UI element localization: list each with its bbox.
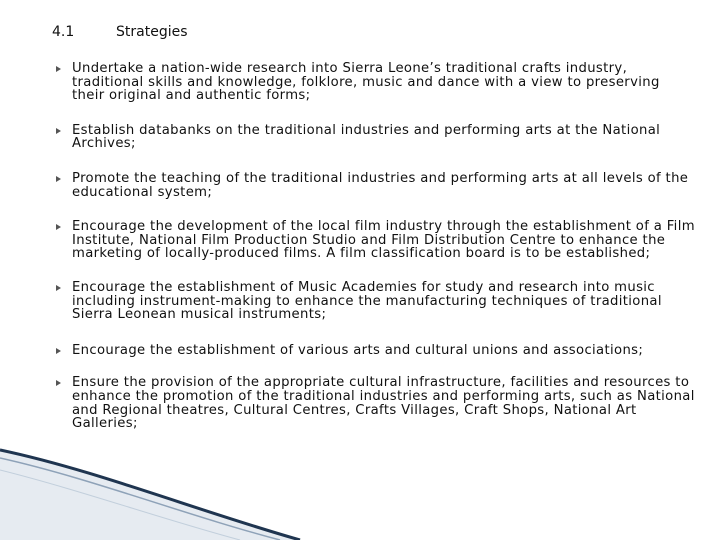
- section-heading: [52, 24, 188, 40]
- list-item-text: Undertake a nation-wide research into Sierra Leone’s traditional crafts industry, traditional skills and knowledge, folklore, music and dance with a view to preserving their original and authentic forms;: [72, 61, 660, 104]
- list-item-text: Establish databanks on the traditional industries and performing arts at the National Archives;: [72, 122, 661, 152]
- triangle-right-icon: [56, 224, 61, 230]
- list-item: [56, 172, 696, 199]
- list-item-text: Ensure the provision of the appropriate cultural infrastructure, facilities and resources to enhance the promotion of the traditional industries and performing arts, such as National and Regional theatres, Cultural Centres, Crafts Villages, Craft Shops, National Art Galleries;: [72, 375, 695, 432]
- triangle-right-icon: [56, 285, 61, 291]
- list-item: [56, 124, 696, 151]
- triangle-right-icon: [56, 380, 61, 386]
- list-item-text: Promote the teaching of the traditional industries and performing arts at all levels of the educational system;: [72, 170, 689, 200]
- list-item: [56, 220, 696, 261]
- list-item-text: Encourage the establishment of Music Academies for study and research into music including instrument-making to enhance the manufacturing techniques of traditional Sierra Leonean musical instruments;: [72, 279, 662, 323]
- triangle-right-icon: [56, 176, 61, 182]
- triangle-right-icon: [56, 66, 61, 72]
- triangle-right-icon: [56, 128, 61, 134]
- section-title: Strategies: [116, 24, 188, 40]
- strategy-list: [56, 62, 696, 431]
- list-item: [56, 344, 696, 358]
- list-item: [56, 62, 696, 103]
- list-item-text: Encourage the establishment of various arts and cultural unions and associations;: [72, 342, 644, 358]
- list-item: [56, 281, 696, 322]
- section-number: 4.1: [52, 24, 75, 40]
- list-item-text: Encourage the development of the local film industry through the establishment of a Film Institute, National Film Production Studio and Film Distribution Centre to enhance the marketing of locally-produced films. A film classification board is to be established;: [72, 219, 695, 262]
- list-item: [56, 376, 696, 430]
- triangle-right-icon: [56, 348, 61, 354]
